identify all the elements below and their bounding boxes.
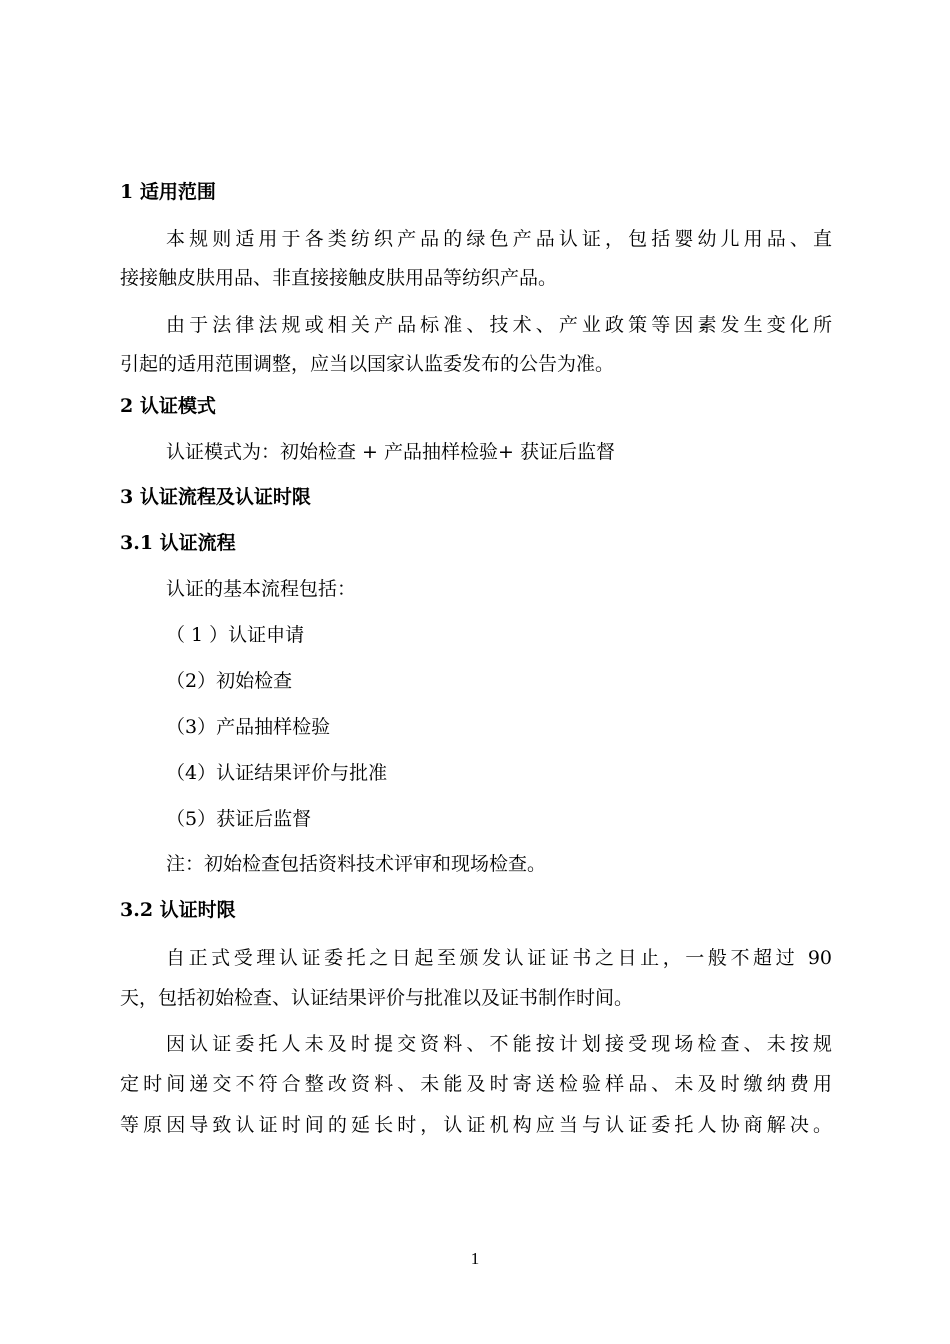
section-3-heading: 3 认证流程及认证时限 <box>120 486 311 508</box>
section-1-paragraph-2-line-2: 引起的适用范围调整，应当以国家认监委发布的公告为准。 <box>120 353 615 375</box>
list-item: （ 1 ）认证申请 <box>166 624 305 646</box>
list-item: （3）产品抽样检验 <box>166 716 331 738</box>
section-3-2-paragraph-2-line-1: 因认证委托人未及时提交资料、不能按计划接受现场检查、未按规 <box>166 1033 832 1055</box>
page-number: 1 <box>470 1249 480 1268</box>
section-3-2-paragraph-2-line-2: 定时间递交不符合整改资料、未能及时寄送检验样品、未及时缴纳费用 <box>120 1073 832 1095</box>
list-item: （4）认证结果评价与批准 <box>166 762 388 784</box>
section-3-1-note: 注：初始检查包括资料技术评审和现场检查。 <box>166 853 547 875</box>
section-3-2-heading: 3.2 认证时限 <box>120 899 236 921</box>
section-3-2-paragraph-2-line-3: 等原因导致认证时间的延长时，认证机构应当与认证委托人协商解决。 <box>120 1114 832 1136</box>
section-2-paragraph: 认证模式为：初始检查 + 产品抽样检验+ 获证后监督 <box>166 441 615 463</box>
section-3-2-paragraph-1-line-2: 天，包括初始检查、认证结果评价与批准以及证书制作时间。 <box>120 987 634 1009</box>
section-1-heading: 1 适用范围 <box>120 181 216 203</box>
section-1-paragraph-1-line-2: 接接触皮肤用品、非直接接触皮肤用品等纺织产品。 <box>120 267 558 289</box>
section-3-2-paragraph-1-line-1: 自正式受理认证委托之日起至颁发认证证书之日止，一般不超过 90 <box>166 947 832 969</box>
section-1-paragraph-2-line-1: 由于法律法规或相关产品标准、技术、产业政策等因素发生变化所 <box>166 314 832 336</box>
section-3-1-intro: 认证的基本流程包括： <box>166 578 357 600</box>
section-2-heading: 2 认证模式 <box>120 395 216 417</box>
list-item: （5）获证后监督 <box>166 808 312 830</box>
section-3-1-heading: 3.1 认证流程 <box>120 532 236 554</box>
section-1-paragraph-1-line-1: 本规则适用于各类纺织产品的绿色产品认证，包括婴幼儿用品、直 <box>166 228 832 250</box>
list-item: （2）初始检查 <box>166 670 293 692</box>
